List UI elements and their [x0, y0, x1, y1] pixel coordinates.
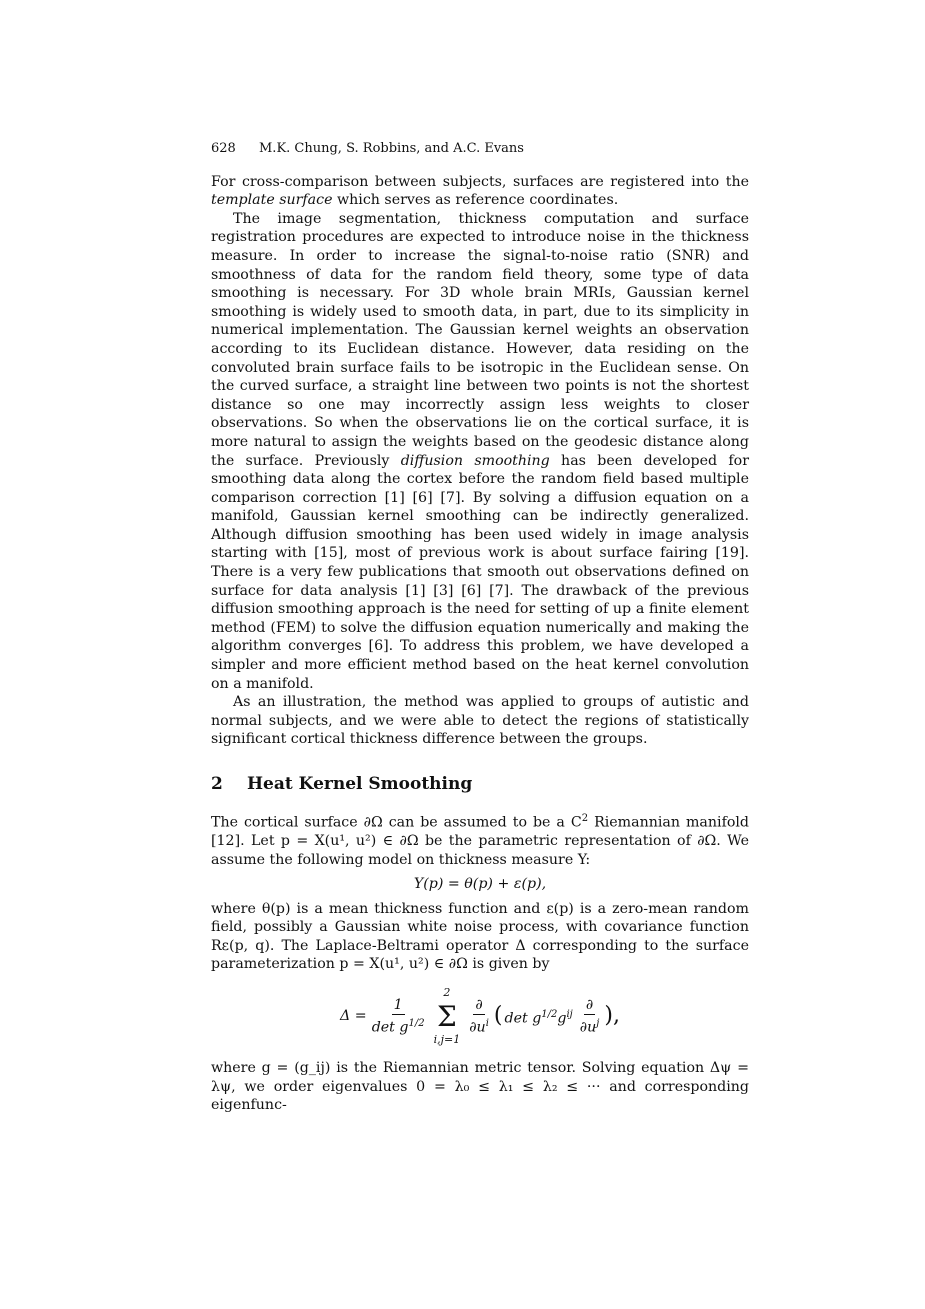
summation: 2 Σ i,j=1 — [433, 986, 461, 1046]
paragraph-2: The image segmentation, thickness computation and surface registration procedures are expected to introduce noise in the thickness measure. In order to increase the signal-to-noise ratio (SNR) and smoothness of data for the random field theory, some type of data smoothing is necessary. For 3D whole brain MRIs, Gaussian kernel smoothing is widely used to smooth data, in part, due to its simplicity in numerical implementation. The Gaussian kernel weights an observation according to its Euclidean distance. However, data residing on the convoluted brain surface fails to be isotropic in the Euclidean sense. On the curved surface, a straight line between two points is not the shortest distance so one may incorrectly assign less weights to closer observations. So when the observations lie on the cortical surface, it is more natural to assign the weights based on the geodesic distance along the surface. Previously diffusion smoothing has been developed for smoothing data along the cortex before the random field based multiple comparison correction [1] [6] [7]. By solving a diffusion equation on a manifold, Gaussian kernel smoothing can be indirectly generalized. Although diffusion smoothing has been used widely in image analysis starting with [15], most of previous work is about surface fairing [19]. There is a very few publications that smooth out observations defined on surface for data analysis [1] [3] [6] [7]. The drawback of the previous diffusion smoothing approach is the need for setting of up a finite element method (FEM) to solve the diffusion equation numerically and making the algorithm converges [6]. To address this problem, we have developed a simpler and more efficient method based on the heat kernel convolution on a manifold. — [211, 210, 749, 692]
fraction-2: $\frac{\partial}{\partial u^i}$ — [469, 996, 489, 1037]
emphasis-template-surface: template surface — [211, 192, 333, 209]
section-number: 2 — [211, 774, 223, 794]
page-number: 628 — [211, 141, 236, 156]
paragraph-6: where g = (g_ij) is the Riemannian metric tensor. Solving equation Δψ = λψ, we order eigenvalues 0 = λ₀ ≤ λ₁ ≤ λ₂ ≤ ··· and corresponding eigenfunc- — [211, 1060, 749, 1114]
paper-page — [211, 140, 749, 1115]
section-title: Heat Kernel Smoothing — [247, 774, 473, 794]
running-header — [211, 140, 749, 159]
paragraph-1: For cross-comparison between subjects, surfaces are registered into the template surface which serves as reference coordinates. — [211, 173, 749, 209]
equation-laplace-beltrami: Δ = $\frac{1}{\det g^{1/2}}$ 2 Σ i,j=1 $\frac{\partial}{\partial u^i}$ ( $\det g^{1/2}g^{ij}$ $\frac{\partial}{\partial u^j}$ ), — [211, 984, 749, 1049]
equation-model: Y(p) = θ(p) + ε(p), — [413, 876, 547, 893]
fraction-3: $\frac{\partial}{\partial u^j}$ — [579, 996, 600, 1037]
paragraph-4: The cortical surface ∂Ω can be assumed to be a $C^2$ Riemannian manifold [12]. Let p = X(u¹, u²) ∈ ∂Ω be the parametric representation of ∂Ω. We assume the following model on thickness measure Y: — [211, 812, 749, 868]
section-heading — [211, 775, 749, 794]
emphasis-diffusion-smoothing: diffusion smoothing — [400, 452, 550, 469]
paragraph-3: As an illustration, the method was applied to groups of autistic and normal subjects, and we were able to detect the regions of statistically significant cortical thickness difference between the groups. — [211, 694, 749, 748]
running-authors: M.K. Chung, S. Robbins, and A.C. Evans — [259, 141, 524, 156]
fraction-1: $\frac{1}{\det g^{1/2}}$ — [371, 996, 425, 1037]
paragraph-5: where θ(p) is a mean thickness function and ε(p) is a zero-mean random field, possibly a Gaussian white noise process, with covariance function Rε(p, q). The Laplace-Beltrami operator Δ corresponding to the surface parameterization p = X(u¹, u²) ∈ ∂Ω is given by — [211, 900, 749, 973]
